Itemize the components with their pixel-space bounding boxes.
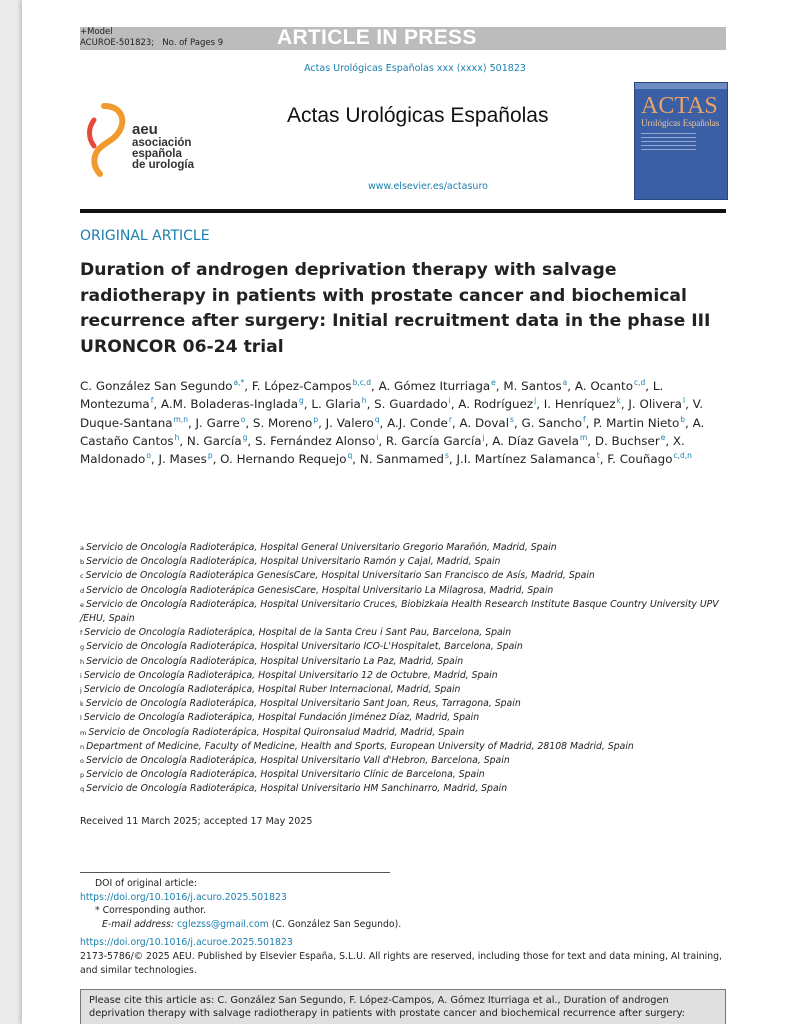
affiliation-item [80,555,720,569]
header-rule [80,209,726,213]
author-affiliation-marks[interactable]: i [376,432,379,442]
article-page [22,0,808,1024]
logo-acronym: aeu [132,121,158,138]
cover-decoration [641,133,696,151]
article-id: ACUROE-501823; [80,38,155,48]
author-affiliation-marks[interactable]: m,n [173,414,188,424]
affiliation-label: c [80,572,84,581]
author-affiliation-marks[interactable]: q [374,414,380,424]
logo-line-4: de urología [132,159,194,171]
author-affiliation-marks[interactable]: o [146,451,151,461]
author-name: J. Mases [158,452,207,467]
author-name: F. Couñago [607,452,673,467]
page-count: No. of Pages 9 [162,38,224,48]
affiliation-item [80,726,720,740]
article-in-press-banner: ARTICLE IN PRESS [277,26,477,49]
author-name: N. García [186,433,242,448]
affiliation-item [80,569,720,583]
aeu-logo-text [132,122,194,171]
affiliation-text: Department of Medicine, Faculty of Medicine, Health and Sports, European University of Madrid, 28108 Madrid, Spain [86,740,634,752]
author-name: F. López-Campos [251,379,352,393]
author-name: N. Sanmamed [359,452,444,467]
affiliation-label: n [80,742,85,751]
article-code [80,27,223,49]
author-name: R. García García [385,433,482,448]
email-link[interactable]: cglezss@gmail.com [176,918,269,930]
affiliation-item [80,541,720,555]
author-affiliation-marks[interactable]: g [242,432,248,442]
affiliation-item [80,584,720,598]
affiliation-label: q [80,785,85,794]
author-name: A. Díaz Gavela [492,433,579,448]
journal-website-link[interactable]: www.elsevier.es/actasuro [368,181,488,192]
author-affiliation-marks[interactable]: r [448,414,452,424]
affiliation-item [80,740,720,754]
author-affiliation-marks[interactable]: a,* [233,378,245,388]
affiliation-label: j [80,686,82,695]
article-title: Duration of androgen deprivation therapy with salvage radiotherapy in patients with prostate cancer and biochemical recurrence after surgery: Initial recruitment data in the phase III URONCOR 06-24 trial [80,260,711,357]
affiliation-item [80,669,720,683]
author-name: C. González San Segundo [80,379,233,393]
affiliation-item [80,683,720,697]
affiliation-text: Servicio de Oncología Radioterápica, Hospital Universitario Vall d'Hebron, Barcelona, Spain [85,755,510,767]
affiliation-label: e [80,600,84,609]
author-name: M. Santos [503,379,562,393]
author-affiliation-marks[interactable]: e [660,432,666,442]
affiliation-text: Servicio de Oncología Radioterápica, Hospital de la Santa Creu i Sant Pau, Barcelona, Spain [84,627,512,639]
affiliation-item [80,640,720,654]
author-name: A. Doval [459,415,510,430]
logo-line-2: asociación [132,137,192,149]
author-name: I. Henríquez [543,397,616,412]
author-name: A. Gómez Iturriaga [378,379,491,393]
author-name: A.J. Conde [387,415,448,430]
journal-title: Actas Urológicas Españolas [287,104,549,127]
author-name: X. Maldonado [80,433,685,467]
affiliation-text: Servicio de Oncología Radioterápica, Hospital Universitario La Paz, Madrid, Spain [86,655,464,667]
email-label: E-mail address: [102,918,174,930]
affiliation-item [80,598,720,626]
author-affiliation-marks[interactable]: f [583,414,586,424]
email-owner: (C. González San Segundo). [271,918,402,930]
affiliation-item [80,711,720,725]
author-name: S. Moreno [252,415,313,430]
affiliation-text: Servicio de Oncología Radioterápica, Hospital Quironsalud Madrid, Madrid, Spain [88,726,465,738]
author-affiliation-marks[interactable]: f [150,396,154,406]
author-name: V. Duque-Santana [80,397,704,430]
affiliation-label: l [80,714,82,723]
copyright-notice: 2173-5786/© 2025 AEU. Published by Elsevier España, S.L.U. All rights are reserved, including those for text and data mining, AI training, and similar technologies. [80,950,722,976]
affiliation-text: Servicio de Oncología Radioterápica GenesisCare, Hospital Universitario La Milagrosa, Madrid, Spain [86,584,554,596]
affiliation-text: Servicio de Oncología Radioterápica, Hospital Fundación Jiménez Díaz, Madrid, Spain [83,712,480,724]
author-name: S. Fernández Alonso [254,433,376,448]
author-name: J. Olivera [628,397,682,412]
author-name: J. Valero [325,415,374,430]
affiliation-text: Servicio de Oncología Radioterápica, Hospital Universitario Sant Joan, Reus, Tarragona, Spain [85,698,521,710]
author-name: A. Ocanto [574,379,633,393]
cover-top-bar [635,83,727,89]
author-affiliation-marks[interactable]: s [444,451,449,461]
author-name: O. Hernando Requejo [220,452,347,467]
affiliation-text: Servicio de Oncología Radioterápica, Hospital Ruber Internacional, Madrid, Spain [83,684,461,696]
corresponding-mark: * [95,905,100,917]
author-affiliation-marks[interactable]: a [562,378,568,388]
affiliation-label: b [80,558,85,567]
affiliation-label: p [80,771,85,780]
affiliation-item [80,768,720,782]
model-label: +Model [80,27,113,37]
section-label: ORIGINAL ARTICLE [80,228,210,244]
doi-original-label: DOI of original article: [95,878,198,889]
author-affiliation-marks[interactable]: k [616,396,621,406]
footnote-divider [80,872,390,873]
received-dates: Received 11 March 2025; accepted 17 May 2025 [80,816,313,827]
author-name: P. Martin Nieto [593,415,680,430]
author-name: L. Glaria [311,397,361,412]
affiliation-text: Servicio de Oncología Radioterápica, Hospital Universitario HM Sanchinarro, Madrid, Spain [86,783,508,795]
affiliation-label: o [80,757,84,766]
affiliation-label: k [80,700,84,709]
author-name: A.M. Boladeras-Inglada [160,397,298,412]
doi-link[interactable]: https://doi.org/10.1016/j.acuroe.2025.501823 [80,937,293,949]
author-name: D. Buchser [594,433,660,448]
affiliation-label: f [80,629,83,638]
author-affiliation-marks[interactable]: h [361,396,367,406]
affiliation-item [80,782,720,796]
author-affiliation-marks[interactable]: e [491,378,496,388]
affiliation-label: i [80,671,82,680]
affiliation-item [80,754,720,768]
author-affiliation-marks[interactable]: j [534,396,537,406]
author-affiliation-marks[interactable]: q [347,451,353,461]
author-affiliation-marks[interactable]: o [240,414,246,424]
author-list: C. González San Segundo$^{a,*}$, F. López-Campos$^{b,c,d}$, A. Gómez Iturriaga$^e$, M. Santos$^a$, A. Ocanto$^{c,d}$, L. Montezuma$^f$, A.M. Boladeras-Inglada$^g$, L. Glaria$^h$, S. Guardado$^i$, A. Rodríguez$^j$, I. Henríquez$^k$, J. Olivera$^l$, V. Duque-Santana$^{m,n}$, J. Garre$^o$, S. Moreno$^p$, J. Valero$^q$, A.J. Conde$^r$, A. Doval$^s$, G. Sancho$^f$, P. Martin Nieto$^b$, A. Castaño Cantos$^h$, N. García$^g$, S. Fernández Alonso$^i$, R. García García$^j$, A. Díaz Gavela$^m$, D. Buchser$^e$, X. Maldonado$^o$, J. Mases$^p$, O. Hernando Requejo$^q$, N. Sanmamed$^s$, J.I. Martínez Salamanca$^t$, F. Couñago$^{c,d,n}$ [80,378,705,467]
aeu-logo-icon [80,102,130,178]
affiliation-item [80,697,720,711]
author-name: G. Sancho [521,415,582,430]
affiliation-text: Servicio de Oncología Radioterápica, Hospital Universitario 12 de Octubre, Madrid, Spain [83,669,498,681]
author-name: J.I. Martínez Salamanca [456,452,596,467]
logo-line-3: española [132,148,182,160]
author-affiliation-marks[interactable]: t [596,451,600,461]
author-affiliation-marks[interactable]: s [510,414,514,424]
affiliation-label: g [80,643,85,652]
affiliation-text: Servicio de Oncología Radioterápica, Hospital Universitario Cruces, Biobizkaia Health Research Institute Basque Country University UPV /EHU, Spain [80,598,719,625]
author-affiliation-marks[interactable]: j [482,432,485,442]
doi-original-link[interactable]: https://doi.org/10.1016/j.acuro.2025.501823 [80,891,287,903]
journal-citation-line[interactable]: Actas Urológicas Españolas xxx (xxxx) 501823 [304,63,526,74]
cover-subtitle: Urológicas Españolas [641,118,720,128]
affiliation-text: Servicio de Oncología Radioterápica, Hospital General Universitario Gregorio Marañón, Madrid, Spain [85,542,557,553]
affiliation-text: Servicio de Oncología Radioterápica, Hospital Universitario ICO-L'Hospitalet, Barcelona, Spain [86,641,523,653]
author-name: S. Guardado [374,397,448,412]
author-affiliation-marks[interactable]: p [313,414,319,424]
author-affiliation-marks[interactable]: b [680,414,686,424]
author-affiliation-marks[interactable]: p [207,451,213,461]
author-affiliation-marks[interactable]: c,d,n [673,451,692,461]
author-name: J. Garre [195,415,240,430]
footnotes [80,877,730,977]
journal-cover [634,82,728,200]
cover-title: ACTAS [641,93,718,119]
corresponding-author-note: Corresponding author. [102,905,207,917]
author-affiliation-marks[interactable]: m [579,432,588,442]
affiliation-text: Servicio de Oncología Radioterápica, Hospital Universitario Ramón y Cajal, Madrid, Spain [86,556,501,568]
affiliation-label: d [80,586,85,595]
affiliation-item [80,655,720,669]
affiliation-text: Servicio de Oncología Radioterápica, Hospital Universitario Clínic de Barcelona, Spain [86,769,485,781]
author-affiliation-marks[interactable]: i [448,396,451,406]
affiliation-text: Servicio de Oncología Radioterápica GenesisCare, Hospital Universitario San Francisco de Asís, Madrid, Spain [85,570,595,582]
author-affiliation-marks[interactable]: l [682,396,686,406]
affiliation-item [80,626,720,640]
author-name: L. Montezuma [80,379,664,412]
author-name: A. Castaño Cantos [80,415,705,448]
author-affiliation-marks[interactable]: h [174,432,180,442]
author-name: A. Rodríguez [458,397,534,412]
affiliation-list [80,541,720,797]
citation-box: Please cite this article as: C. González San Segundo, F. López-Campos, A. Gómez Iturriaga et al., Duration of androgen deprivation therapy with salvage radiotherapy in patients with prostate cancer and biochemical recurrence after surgery: [80,989,726,1024]
author-affiliation-marks[interactable]: b,c,d [352,378,371,388]
author-affiliation-marks[interactable]: c,d [634,378,646,388]
affiliation-label: a [80,544,84,552]
affiliation-label: m [80,728,87,737]
affiliation-label: h [80,657,85,666]
author-affiliation-marks[interactable]: g [299,396,304,406]
